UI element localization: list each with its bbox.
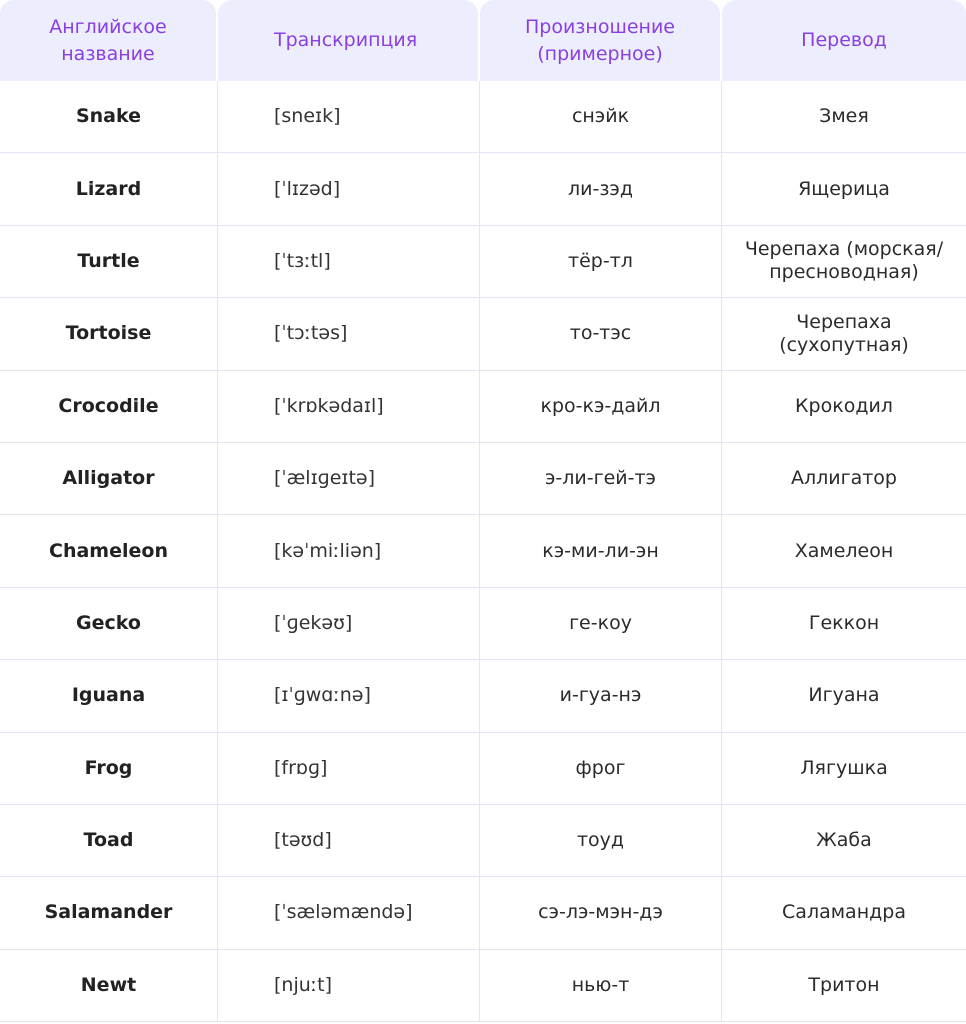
pronunciation: фрог (480, 733, 722, 804)
translation: Игуана (808, 684, 880, 707)
table-row (0, 805, 966, 877)
pronunciation: то-тэс (480, 298, 722, 369)
pronunciation: нью-т (480, 950, 722, 1021)
translation: Саламандра (782, 901, 906, 924)
header-pronunciation: Произношение (примерное) (480, 0, 720, 81)
pronunciation: сэ-лэ-мэн-дэ (480, 877, 722, 948)
translation: Черепаха (сухопутная) (779, 310, 909, 356)
transcription: [kəˈmiːliən] (218, 515, 480, 586)
table-row (0, 660, 966, 732)
pronunciation: ге-коу (480, 588, 722, 659)
english-word: Gecko (0, 588, 218, 659)
transcription: [təʊd] (218, 805, 480, 876)
transcription: [ˈtɔːtəs] (218, 298, 480, 369)
table-row (0, 950, 966, 1022)
transcription: [njuːt] (218, 950, 480, 1021)
translation: Аллигатор (790, 467, 897, 490)
transcription: [ˈkrɒkədaɪl] (218, 371, 480, 442)
table-row (0, 877, 966, 949)
english-word: Toad (0, 805, 218, 876)
header-transcription: Транскрипция (218, 0, 478, 81)
english-word: Frog (0, 733, 218, 804)
table-row (0, 588, 966, 660)
transcription: [ˈɡekəʊ] (218, 588, 480, 659)
english-word: Alligator (0, 443, 218, 514)
transcription: [ˈlɪzəd] (218, 153, 480, 224)
table-body (0, 81, 966, 1022)
table-row (0, 81, 966, 153)
translation: Тритон (808, 973, 880, 996)
transcription: [ˈsæləmændə] (218, 877, 480, 948)
english-word: Tortoise (0, 298, 218, 369)
translation: Крокодил (795, 394, 893, 417)
transcription: [sneɪk] (218, 81, 480, 152)
english-word: Iguana (0, 660, 218, 731)
translation: Змея (819, 105, 869, 128)
english-word: Salamander (0, 877, 218, 948)
english-word: Turtle (0, 226, 218, 297)
pronunciation: ли-зэд (480, 153, 722, 224)
table-row (0, 298, 966, 370)
transcription: [ˈælɪɡeɪtə] (218, 443, 480, 514)
pronunciation: снэйк (480, 81, 722, 152)
transcription: [ˈtɜːtl] (218, 226, 480, 297)
table-header (0, 0, 966, 81)
table-row (0, 733, 966, 805)
table-row (0, 153, 966, 225)
pronunciation: тоуд (480, 805, 722, 876)
translation: Черепаха (морская/ пресноводная) (744, 238, 944, 284)
pronunciation: и-гуа-нэ (480, 660, 722, 731)
pronunciation: кро-кэ-дайл (480, 371, 722, 442)
pronunciation: кэ-ми-ли-эн (480, 515, 722, 586)
translation: Жаба (816, 829, 872, 852)
translation: Ящерица (798, 177, 890, 200)
table-row (0, 371, 966, 443)
transcription: [frɒɡ] (218, 733, 480, 804)
english-word: Lizard (0, 153, 218, 224)
translation: Лягушка (800, 756, 888, 779)
pronunciation: э-ли-гей-тэ (480, 443, 722, 514)
english-word: Chameleon (0, 515, 218, 586)
table-row (0, 515, 966, 587)
pronunciation: тёр-тл (480, 226, 722, 297)
table-row (0, 226, 966, 298)
english-word: Newt (0, 950, 218, 1021)
english-word: Crocodile (0, 371, 218, 442)
translation: Геккон (808, 611, 880, 634)
english-word: Snake (0, 81, 218, 152)
header-english-name: Английское название (0, 0, 216, 81)
header-translation: Перевод (722, 0, 966, 81)
transcription: [ɪˈɡwɑːnə] (218, 660, 480, 731)
table-row (0, 443, 966, 515)
translation: Хамелеон (794, 539, 894, 562)
